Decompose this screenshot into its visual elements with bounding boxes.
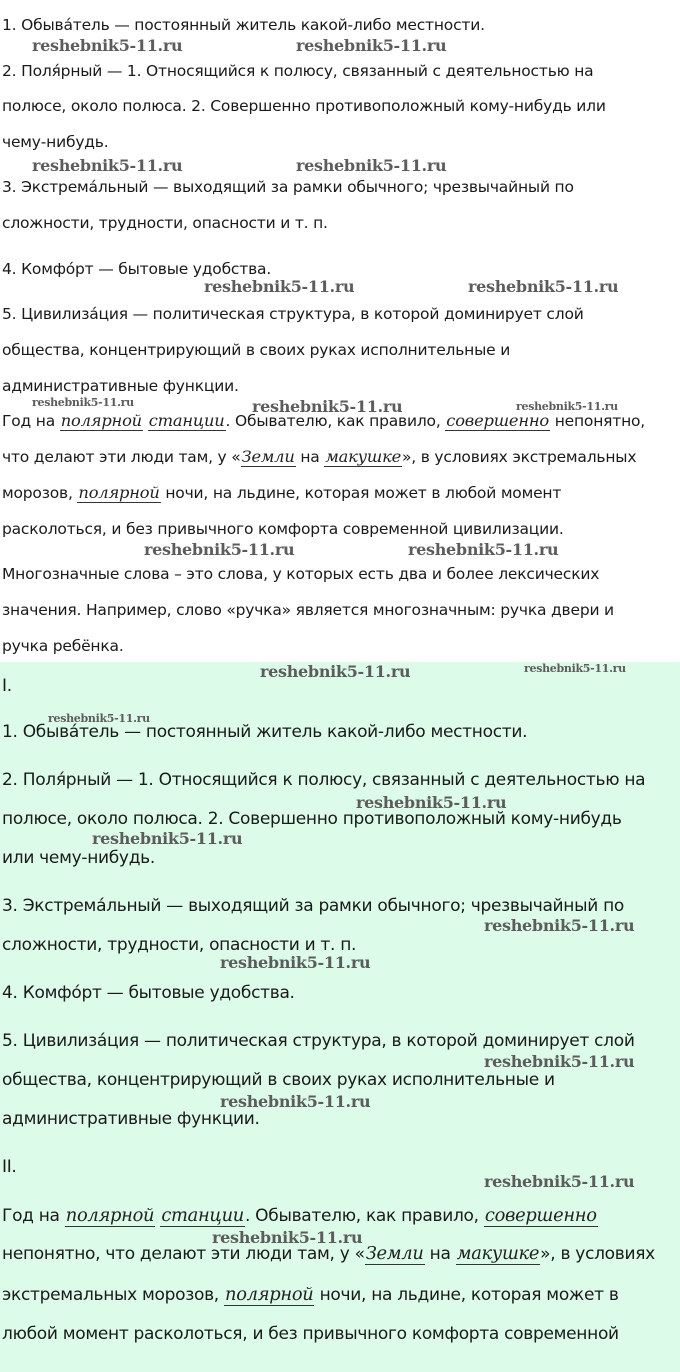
- text-line-2: непонятно, что делают эти люди там, у «Земли на макушке», в условиях: [2, 1243, 655, 1264]
- watermark: reshebnik5-11.ru: [408, 540, 559, 559]
- definition-3-line-2: сложности, трудности, опасности и т. п.: [2, 214, 328, 232]
- watermark: reshebnik5-11.ru: [204, 277, 355, 296]
- text-line-3: морозов, полярной ночи, на льдине, которая может в любой момент: [2, 483, 562, 502]
- definition-1: 1. Обыва́тель — постоянный житель какой-либо местности.: [2, 722, 528, 742]
- watermark: reshebnik5-11.ru: [144, 540, 295, 559]
- definition-3-line-1: 3. Экстрема́льный — выходящий за рамки обычного; чрезвычайный по: [2, 896, 625, 916]
- section-heading-2: II.: [2, 1157, 17, 1177]
- handwritten-word: Земли: [241, 447, 295, 466]
- handwritten-word: полярной: [78, 483, 160, 502]
- watermark: reshebnik5-11.ru: [32, 396, 134, 409]
- answer-section-plain: [0, 0, 680, 662]
- watermark: reshebnik5-11.ru: [468, 277, 619, 296]
- definition-2-line-3: или чему-нибудь.: [2, 848, 155, 868]
- watermark: reshebnik5-11.ru: [296, 156, 447, 175]
- answer-section-highlighted: [0, 662, 680, 1372]
- handwritten-word: совершенно: [484, 1205, 597, 1226]
- watermark: reshebnik5-11.ru: [516, 400, 618, 413]
- definition-2-line-1: 2. Поля́рный — 1. Относящийся к полюсу, связанный с деятельностью на: [2, 770, 646, 790]
- definition-5-line-3: административные функции.: [2, 1109, 260, 1129]
- text-line-1: Год на полярной станции. Обывателю, как правило, совершенно: [2, 1205, 597, 1226]
- text-line-1: Год на полярной станции. Обывателю, как правило, совершенно непонятно,: [2, 411, 646, 430]
- definition-3-line-1: 3. Экстрема́льный — выходящий за рамки обычного; чрезвычайный по: [2, 178, 574, 196]
- note-line-2: значения. Например, слово «ручка» является многозначным: ручка двери и: [2, 601, 614, 619]
- text-line-2: что делают эти люди там, у «Земли на макушке», в условиях экстремальных: [2, 447, 637, 466]
- text-line-4: расколоться, и без привычного комфорта современной цивилизации.: [2, 520, 564, 538]
- handwritten-word: станции: [161, 1205, 244, 1226]
- definition-3-line-2: сложности, трудности, опасности и т. п.: [2, 935, 357, 955]
- text-line-4: любой момент расколоться, и без привычного комфорта современной: [2, 1324, 619, 1344]
- watermark: reshebnik5-11.ru: [32, 36, 183, 55]
- handwritten-word: совершенно: [446, 411, 549, 430]
- definition-5-line-1: 5. Цивилиза́ция — политическая структура, в которой доминирует слой: [2, 1031, 635, 1051]
- handwritten-word: макушке: [325, 447, 402, 466]
- watermark: reshebnik5-11.ru: [48, 712, 150, 725]
- definition-5-line-3: административные функции.: [2, 377, 239, 395]
- handwritten-word: станции: [148, 411, 225, 430]
- watermark: reshebnik5-11.ru: [92, 829, 243, 848]
- handwritten-word: макушке: [456, 1243, 540, 1264]
- watermark: reshebnik5-11.ru: [212, 1228, 363, 1247]
- handwritten-word: Земли: [365, 1243, 424, 1264]
- watermark: reshebnik5-11.ru: [220, 953, 371, 972]
- handwritten-word: полярной: [65, 1205, 155, 1226]
- definition-5-line-2: общества, концентрирующий в своих руках исполнительные и: [2, 341, 511, 359]
- watermark: reshebnik5-11.ru: [484, 916, 635, 935]
- definition-2-line-3: чему-нибудь.: [2, 133, 109, 151]
- watermark: reshebnik5-11.ru: [484, 1172, 635, 1191]
- handwritten-word: полярной: [225, 1284, 314, 1305]
- definition-1: 1. Обыва́тель — постоянный житель какой-либо местности.: [2, 16, 485, 34]
- handwritten-word: полярной: [60, 411, 142, 430]
- note-line-3: ручка ребёнка.: [2, 637, 124, 655]
- section-heading-1: I.: [2, 676, 12, 696]
- definition-4: 4. Комфо́рт — бытовые удобства.: [2, 260, 272, 278]
- watermark: reshebnik5-11.ru: [296, 36, 447, 55]
- watermark: reshebnik5-11.ru: [260, 662, 411, 681]
- text-line-3: экстремальных морозов, полярной ночи, на льдине, которая может в: [2, 1284, 619, 1305]
- definition-5-line-1: 5. Цивилиза́ция — политическая структура, в которой доминирует слой: [2, 305, 584, 323]
- definition-5-line-2: общества, концентрирующий в своих руках исполнительные и: [2, 1070, 555, 1090]
- note-line-1: Многозначные слова – это слова, у которых есть два и более лексических: [2, 565, 600, 583]
- watermark: reshebnik5-11.ru: [524, 662, 626, 675]
- watermark: reshebnik5-11.ru: [220, 1092, 371, 1111]
- watermark: reshebnik5-11.ru: [252, 397, 403, 416]
- watermark: reshebnik5-11.ru: [356, 793, 507, 812]
- watermark: reshebnik5-11.ru: [484, 1052, 635, 1071]
- definition-2-line-1: 2. Поля́рный — 1. Относящийся к полюсу, связанный с деятельностью на: [2, 62, 594, 80]
- definition-2-line-2: полюсе, около полюса. 2. Совершенно противоположный кому-нибудь: [2, 809, 622, 829]
- watermark: reshebnik5-11.ru: [32, 156, 183, 175]
- definition-4: 4. Комфо́рт — бытовые удобства.: [2, 983, 295, 1003]
- definition-2-line-2: полюсе, около полюса. 2. Совершенно противоположный кому-нибудь или: [2, 97, 606, 115]
